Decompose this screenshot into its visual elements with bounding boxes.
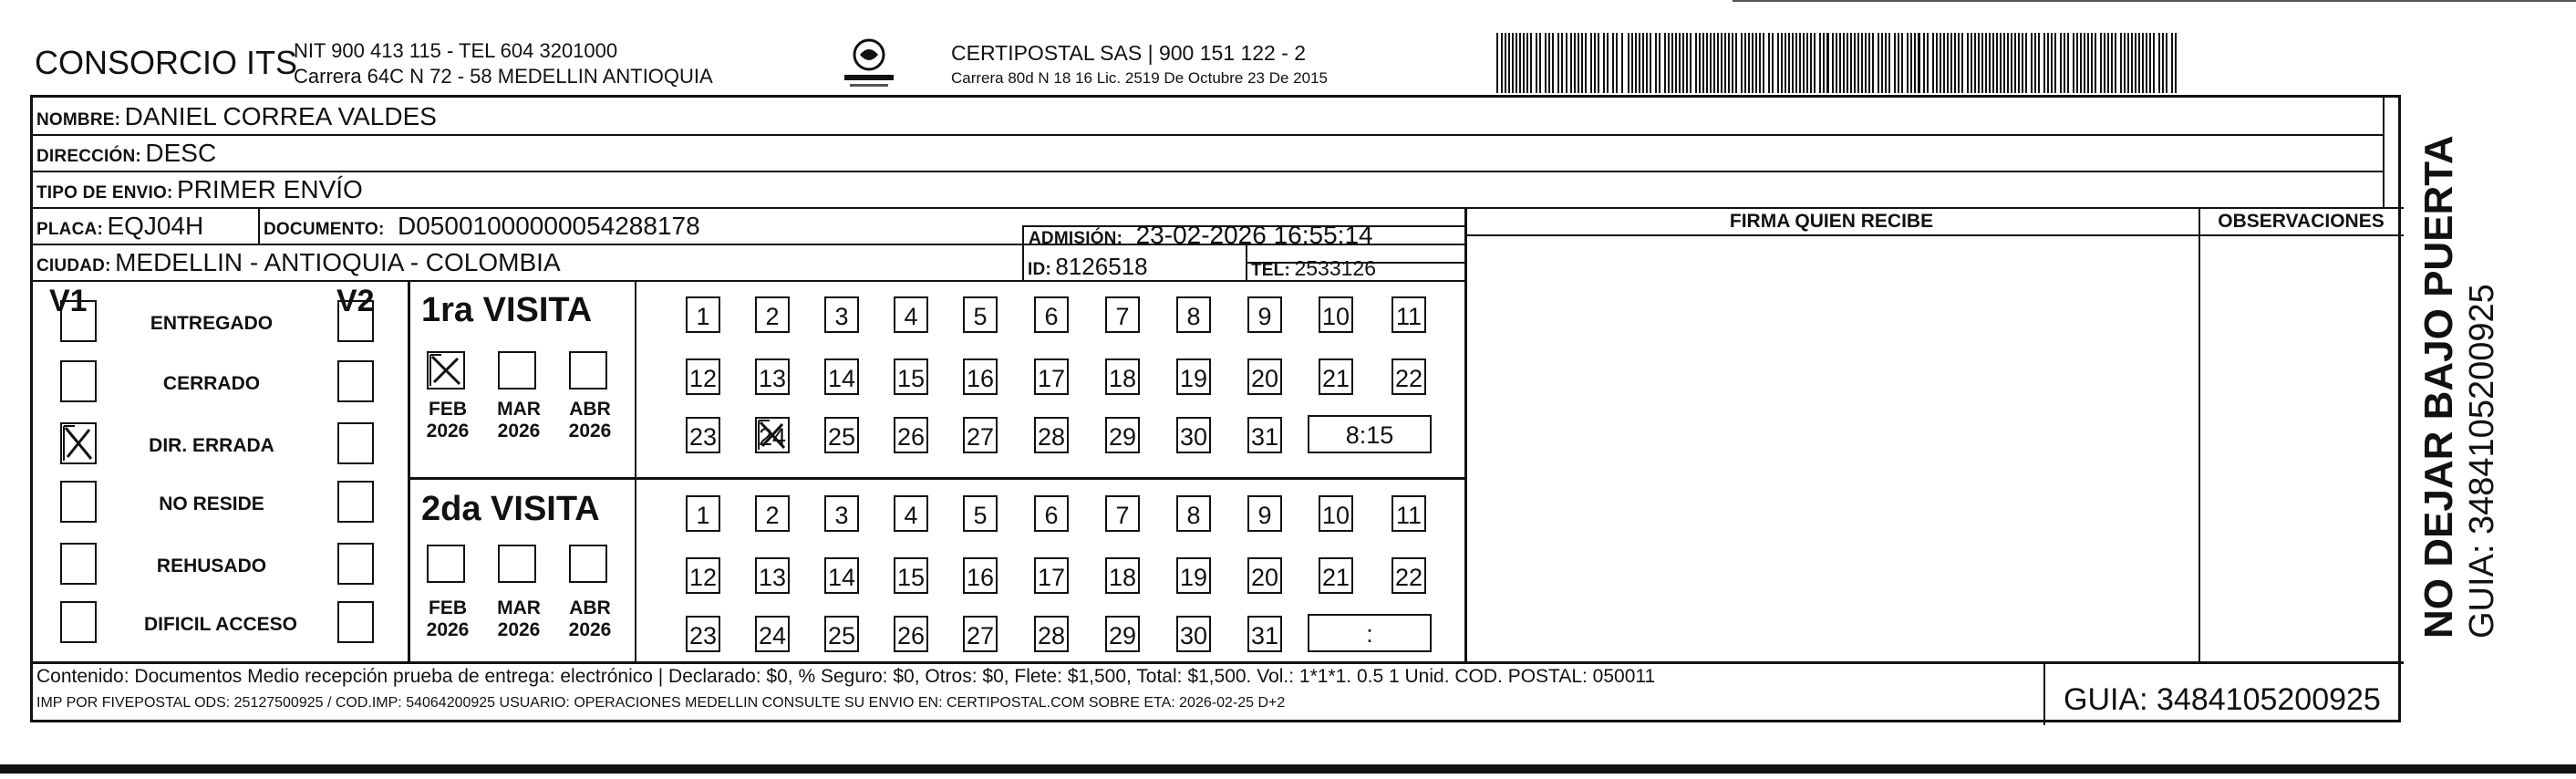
day-box[interactable]: 27 [963, 417, 998, 453]
v1-checkbox[interactable] [60, 422, 97, 464]
direccion-field [36, 140, 216, 171]
v2-checkbox[interactable] [337, 360, 374, 402]
day-box[interactable]: 8 [1176, 296, 1211, 333]
day-box[interactable]: 26 [894, 417, 928, 453]
v1-checkbox[interactable] [60, 543, 97, 585]
certipostal-logo-icon [828, 36, 910, 91]
company-info [294, 38, 713, 89]
day-box[interactable]: 10 [1319, 495, 1353, 532]
day-box[interactable]: 15 [894, 557, 928, 594]
day-box[interactable]: 24 [755, 417, 790, 453]
status-label: REHUSADO [156, 556, 267, 576]
ciudad-value: MEDELLIN - ANTIOQUIA - COLOMBIA [115, 248, 561, 276]
v2-checkbox[interactable] [337, 422, 374, 464]
tel-value: 2533126 [1294, 256, 1377, 280]
day-box[interactable]: 28 [1034, 417, 1069, 453]
day-box[interactable]: 24 [755, 616, 790, 652]
month-label: MAR 2026 [497, 399, 541, 441]
side-guia: GUIA: 3484105200925 [2463, 284, 2501, 639]
id-value: 8126518 [1055, 253, 1148, 280]
visit-title: 2da VISITA [421, 490, 600, 528]
day-box[interactable]: 28 [1034, 616, 1069, 652]
carrier-info [951, 40, 1328, 91]
day-box[interactable]: 9 [1247, 495, 1282, 532]
day-box[interactable]: 3 [824, 296, 859, 333]
day-box[interactable]: 1 [686, 495, 720, 532]
v2-checkbox[interactable] [337, 601, 374, 643]
day-box[interactable]: 12 [686, 358, 720, 395]
status-label: NO RESIDE [159, 493, 264, 514]
day-box[interactable]: 15 [894, 358, 928, 395]
day-box[interactable]: 29 [1105, 616, 1140, 652]
v1-header: V1 [49, 284, 88, 318]
day-box[interactable]: 6 [1034, 296, 1069, 333]
day-box[interactable]: 30 [1176, 417, 1211, 453]
tel-label: TEL: [1251, 261, 1291, 280]
address-line: Carrera 64C N 72 - 58 MEDELLIN ANTIOQUIA [294, 65, 713, 88]
documento-value: D05001000000054288178 [398, 212, 700, 240]
direccion-value: DESC [145, 139, 217, 167]
ciudad-field [36, 249, 561, 281]
day-box[interactable]: 16 [963, 557, 998, 594]
month-checkbox[interactable] [498, 351, 536, 390]
admision-field [1029, 222, 1373, 254]
day-box[interactable]: 31 [1247, 616, 1282, 652]
no-dejar-warning: NO DEJAR BAJO PUERTA [2416, 135, 2461, 639]
day-box[interactable]: 14 [824, 557, 859, 594]
tipo-envio-value: PRIMER ENVÍO [177, 175, 363, 203]
day-box[interactable]: 3 [824, 495, 859, 532]
status-label: ENTREGADO [150, 313, 274, 334]
nit-line: NIT 900 413 115 - TEL 604 3201000 [294, 39, 618, 62]
direccion-label: DIRECCIÓN: [36, 147, 141, 166]
day-box[interactable]: 31 [1247, 417, 1282, 453]
company-name: CONSORCIO ITS [35, 44, 298, 81]
day-box[interactable]: 4 [894, 296, 928, 333]
month-checkbox[interactable] [427, 545, 465, 583]
placa-label: PLACA: [36, 220, 103, 239]
day-box[interactable]: 8 [1176, 495, 1211, 532]
observaciones-header: OBSERVACIONES [2218, 211, 2385, 232]
day-box[interactable]: 29 [1105, 417, 1140, 453]
day-box[interactable]: 17 [1034, 557, 1069, 594]
day-box[interactable]: 17 [1034, 358, 1069, 395]
ciudad-label: CIUDAD: [36, 256, 111, 275]
contenido-line: Contenido: Documentos Medio recepción prueba de entrega: electrónico | Declarado: $0, % Seguro: $0, Otros: $0, Flete: $1,500, Total: $1,500. Vol.: 1*1*1. 0.5 1 Unid. COD. POSTAL: 050011 [36, 666, 1656, 687]
day-box[interactable]: 10 [1319, 296, 1353, 333]
day-box[interactable]: 18 [1105, 358, 1140, 395]
day-box[interactable]: 21 [1319, 557, 1353, 594]
time-box[interactable]: : [1308, 614, 1432, 652]
day-box[interactable]: 20 [1247, 358, 1282, 395]
day-box[interactable]: 14 [824, 358, 859, 395]
tipo-envio-field [36, 176, 363, 208]
day-box[interactable]: 23 [686, 616, 720, 652]
day-box[interactable]: 2 [755, 296, 790, 333]
day-box[interactable]: 30 [1176, 616, 1211, 652]
day-box[interactable]: 21 [1319, 358, 1353, 395]
nombre-value: DANIEL CORREA VALDES [124, 102, 437, 130]
day-box[interactable]: 18 [1105, 557, 1140, 594]
v1-checkbox[interactable] [60, 481, 97, 523]
bottom-border [0, 764, 2576, 774]
placa-value: EQJ04H [107, 212, 204, 240]
status-label: CERRADO [162, 373, 261, 394]
month-label: FEB 2026 [426, 597, 470, 640]
visit-title: 1ra VISITA [421, 291, 593, 329]
day-box[interactable]: 19 [1176, 557, 1211, 594]
v2-checkbox[interactable] [337, 300, 374, 342]
day-box[interactable]: 27 [963, 616, 998, 652]
imp-line: IMP POR FIVEPOSTAL ODS: 25127500925 / COD.IMP: 54064200925 USUARIO: OPERACIONES MEDELLIN CONSULTE SU ENVIO EN: CERTIPOSTAL.COM SOBRE ETA: 2026-02-25 D+2 [36, 695, 1286, 711]
month-label: FEB 2026 [426, 399, 470, 441]
day-box[interactable]: 12 [686, 557, 720, 594]
shipping-form [30, 95, 2401, 722]
status-label: DIFICIL ACCESO [143, 614, 297, 635]
firma-header: FIRMA QUIEN RECIBE [1729, 211, 1934, 232]
v2-header: V2 [336, 284, 375, 318]
tipo-envio-label: TIPO DE ENVIO: [36, 183, 173, 203]
time-box[interactable]: 8:15 [1308, 415, 1432, 453]
month-checkbox[interactable] [427, 351, 465, 390]
v2-checkbox[interactable] [337, 543, 374, 585]
day-box[interactable]: 13 [755, 358, 790, 395]
day-box[interactable]: 23 [686, 417, 720, 453]
day-box[interactable]: 22 [1391, 557, 1426, 594]
top-edge-line [1733, 0, 2576, 2]
nombre-field [36, 103, 437, 135]
day-box[interactable]: 5 [963, 296, 998, 333]
v1-checkbox[interactable] [60, 601, 97, 643]
day-box[interactable]: 22 [1391, 358, 1426, 395]
day-box[interactable]: 16 [963, 358, 998, 395]
month-checkbox[interactable] [498, 545, 536, 583]
day-box[interactable]: 25 [824, 616, 859, 652]
day-box[interactable]: 6 [1034, 495, 1069, 532]
status-label: DIR. ERRADA [149, 435, 274, 456]
month-label: ABR 2026 [568, 399, 612, 441]
admision-value: 23-02-2026 16:55:14 [1135, 221, 1373, 249]
day-box[interactable]: 13 [755, 557, 790, 594]
license-line: Carrera 80d N 18 16 Lic. 2519 De Octubre 23 De 2015 [951, 69, 1328, 87]
guia-number: GUIA: 3484105200925 [2064, 682, 2381, 717]
day-box[interactable]: 11 [1391, 495, 1426, 532]
id-label: ID: [1028, 260, 1051, 279]
day-box[interactable]: 9 [1247, 296, 1282, 333]
day-box[interactable]: 19 [1176, 358, 1211, 395]
day-box[interactable]: 4 [894, 495, 928, 532]
tel-field [1251, 254, 1376, 286]
month-checkbox[interactable] [569, 545, 607, 583]
day-box[interactable]: 7 [1105, 495, 1140, 532]
v2-checkbox[interactable] [337, 481, 374, 523]
day-box[interactable]: 7 [1105, 296, 1140, 333]
documento-field [264, 213, 700, 244]
v1-checkbox[interactable] [60, 360, 97, 402]
placa-field [36, 213, 203, 244]
barcode-icon [1496, 33, 2180, 93]
documento-label: DOCUMENTO: [264, 220, 385, 239]
day-box[interactable]: 5 [963, 495, 998, 532]
carrier-line: CERTIPOSTAL SAS | 900 151 122 - 2 [951, 41, 1307, 65]
day-box[interactable]: 11 [1391, 296, 1426, 333]
month-label: ABR 2026 [568, 597, 612, 640]
day-box[interactable]: 26 [894, 616, 928, 652]
month-checkbox[interactable] [569, 351, 607, 390]
day-box[interactable]: 20 [1247, 557, 1282, 594]
day-box[interactable]: 25 [824, 417, 859, 453]
side-warning [2416, 91, 2502, 639]
day-box[interactable]: 1 [686, 296, 720, 333]
admision-label: ADMISIÓN: [1029, 229, 1123, 248]
month-label: MAR 2026 [497, 597, 541, 640]
v1-checkbox[interactable] [60, 300, 97, 342]
day-box[interactable]: 2 [755, 495, 790, 532]
nombre-label: NOMBRE: [36, 110, 121, 130]
id-field [1028, 253, 1148, 285]
